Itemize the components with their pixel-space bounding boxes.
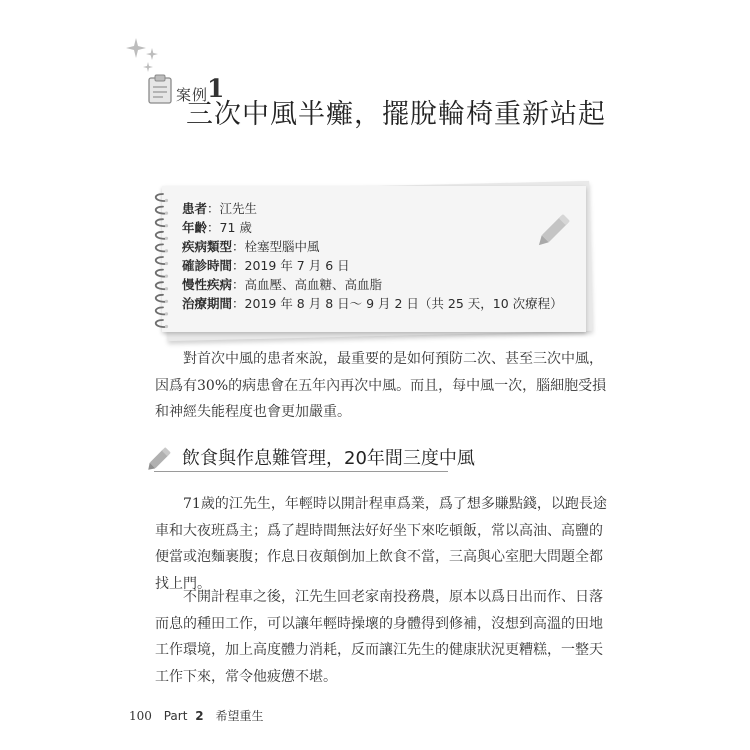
part-label: Part — [163, 709, 188, 723]
part-title: 希望重生 — [215, 709, 264, 723]
spiral-binding — [150, 190, 172, 330]
spiral-ring — [156, 282, 168, 290]
case-label: 案例 — [176, 86, 209, 104]
pencil-icon — [146, 442, 176, 472]
intro-paragraph: 對首次中風的患者來說，最重要的是如何預防二次、甚至三次中風， 因爲有30%的病患會在五年內再次中風。而且，每中風一次，腦細胞受損 和神經失能程度也會更加嚴重。 — [155, 351, 607, 420]
info-age: 年齡：71 歲 — [182, 220, 252, 235]
spiral-ring — [156, 244, 168, 252]
clipboard-icon — [146, 74, 174, 104]
info-chronic-disease: 慢性疾病：高血壓、高血糖、高血脂 — [182, 277, 383, 292]
spiral-ring — [156, 232, 168, 240]
spiral-ring — [156, 295, 168, 303]
info-treatment-period: 治療期間：2019 年 8 月 8 日～ 9 月 2 日（共 25 天，10 次療程） — [182, 296, 563, 311]
page-number: 100 — [129, 709, 152, 723]
sparkles-icon — [124, 36, 164, 76]
section-underline — [154, 471, 448, 472]
spiral-ring — [156, 257, 168, 265]
body-paragraph-2: 不開計程車之後，江先生回老家南投務農，原本以爲日出而作、日落 而息的種田工作，可以讓年輕時操壞的身體得到修補，沒想到高溫的田地 工作環境，加上高度體力消耗，反而讓江先生的健康狀況更糟糕，一整天 工作下來，常令他疲憊不堪。 — [155, 589, 603, 685]
spiral-ring — [156, 307, 168, 315]
spiral-ring — [156, 270, 168, 278]
body-paragraph-1: 71歲的江先生，年輕時以開計程車爲業，爲了想多賺點錢，以跑長途 車和大夜班爲主；爲了趕時間無法好好坐下來吃頓飯，常以高油、高鹽的 便當或泡麵裹腹；作息日夜顛倒加上飲食不當，三高與心室肥大問題全都 找上門。 — [155, 496, 607, 592]
spiral-ring — [156, 194, 168, 202]
section-title: 飲食與作息難管理，20年間三度中風 — [182, 448, 475, 469]
patient-info-list — [182, 199, 563, 313]
part-number: 2 — [195, 709, 204, 723]
info-disease-type: 疾病類型：栓塞型腦中風 — [182, 239, 320, 254]
info-patient: 患者：江先生 — [182, 201, 258, 216]
case-number: 1 — [207, 74, 225, 103]
spiral-ring — [156, 219, 168, 227]
page-footer — [129, 707, 263, 724]
info-diagnosis-date: 確診時間：2019 年 7 月 6 日 — [182, 258, 350, 273]
spiral-ring — [156, 207, 168, 215]
spiral-ring — [156, 320, 168, 328]
page-title: 三次中風半癱，擺脫輪椅重新站起 — [186, 99, 606, 130]
